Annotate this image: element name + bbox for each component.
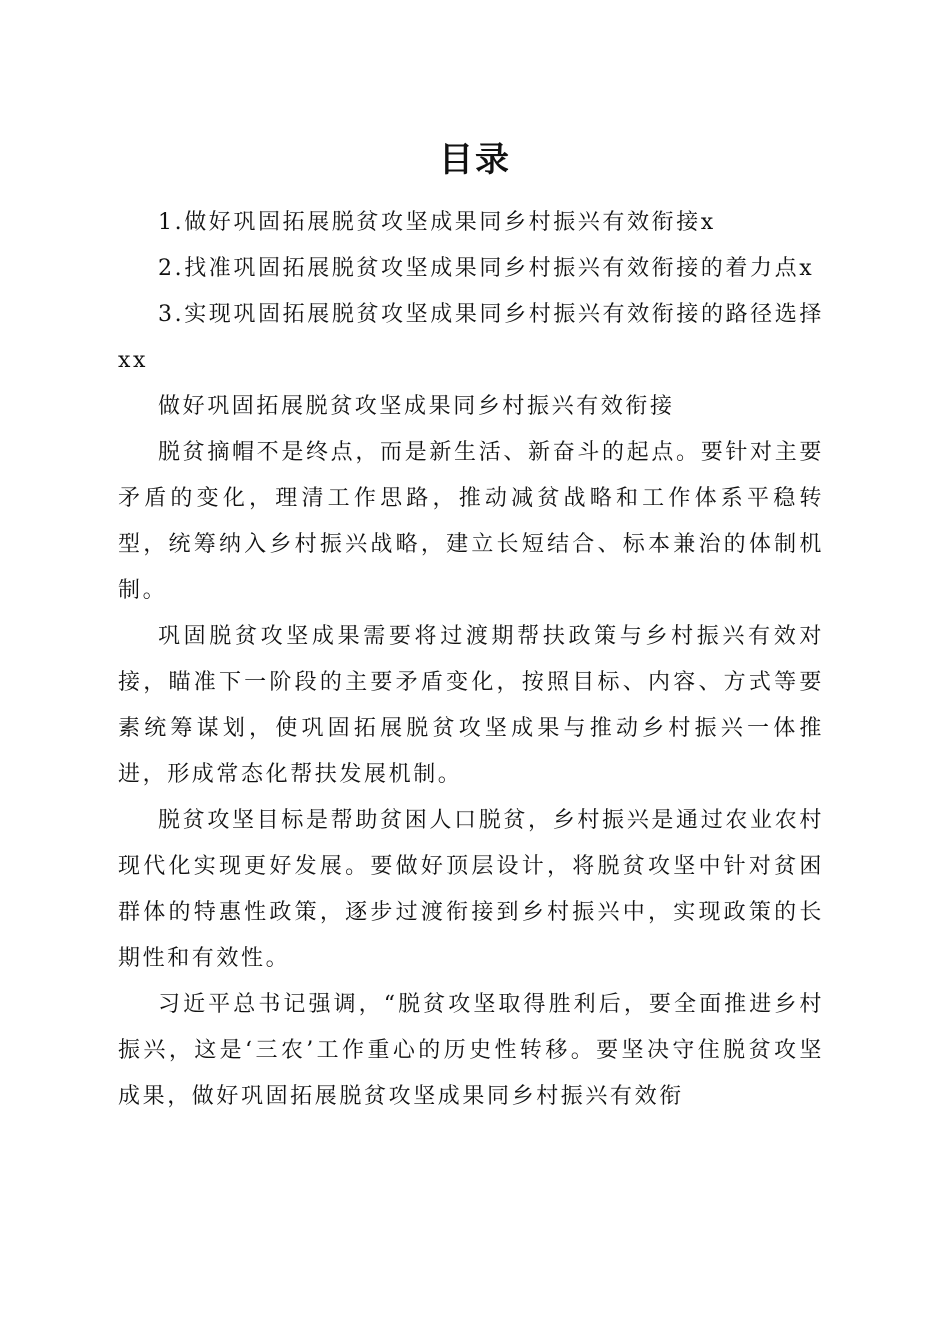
toc-item-3[interactable]: 3.实现巩固拓展脱贫攻坚成果同乡村振兴有效衔接的路径选择xx [118,302,824,373]
section-heading: 做好巩固拓展脱贫攻坚成果同乡村振兴有效衔接 [158,394,675,419]
page-title: 目录 [439,140,511,180]
body-paragraph-4: 习近平总书记强调，“脱贫攻坚取得胜利后，要全面推进乡村振兴，这是‘三农’工作重心的历史性转移。要坚决守住脱贫攻坚成果，做好巩固拓展脱贫攻坚成果同乡村振兴有效衔 [118,992,824,1109]
document-body [118,200,824,1120]
toc-item-1[interactable]: 1.做好巩固拓展脱贫攻坚成果同乡村振兴有效衔接x [158,210,716,235]
toc-item-2[interactable]: 2.找准巩固拓展脱贫攻坚成果同乡村振兴有效衔接的着力点x [158,256,815,281]
body-paragraph-2: 巩固脱贫攻坚成果需要将过渡期帮扶政策与乡村振兴有效对接，瞄准下一阶段的主要矛盾变化，按照目标、内容、方式等要素统筹谋划，使巩固拓展脱贫攻坚成果与推动乡村振兴一体推进，形成常态化帮扶发展机制。 [118,624,824,787]
body-paragraph-1: 脱贫摘帽不是终点，而是新生活、新奋斗的起点。要针对主要矛盾的变化，理清工作思路，推动减贫战略和工作体系平稳转型，统筹纳入乡村振兴战略，建立长短结合、标本兼治的体制机制。 [118,440,824,603]
body-paragraph-3: 脱贫攻坚目标是帮助贫困人口脱贫，乡村振兴是通过农业农村现代化实现更好发展。要做好顶层设计，将脱贫攻坚中针对贫困群体的特惠性政策，逐步过渡衔接到乡村振兴中，实现政策的长期性和有效性。 [118,808,824,971]
